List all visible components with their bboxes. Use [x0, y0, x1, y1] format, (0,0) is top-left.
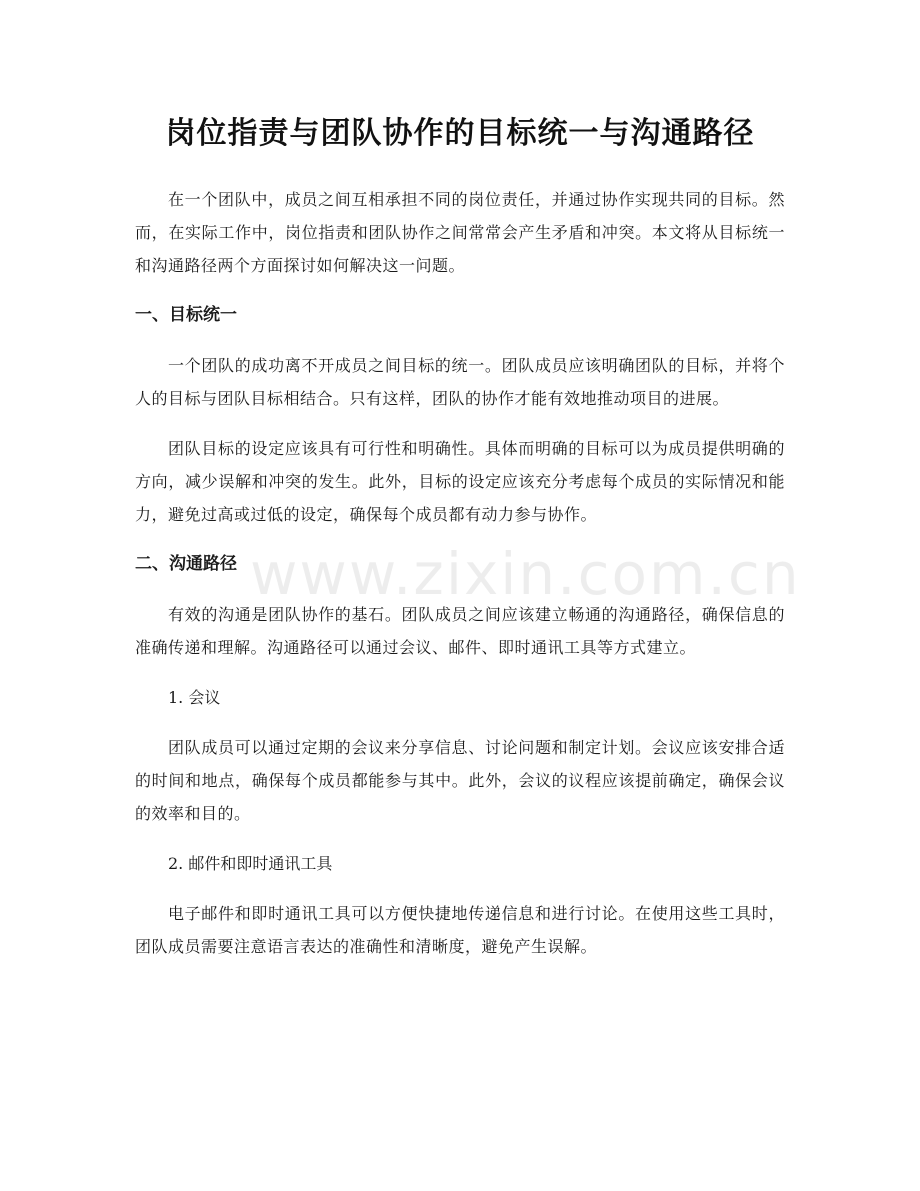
paragraph: 团队成员可以通过定期的会议来分享信息、讨论问题和制定计划。会议应该安排合适的时间和地点，确保每个成员都能参与其中。此外，会议的议程应该提前确定，确保会议的效率和目的。	[135, 738, 785, 823]
subsection-label-meeting: 1. 会议	[168, 688, 221, 707]
section-heading-communication: 二、沟通路径	[135, 554, 237, 574]
document-title: 岗位指责与团队协作的目标统一与沟通路径	[165, 116, 755, 151]
paragraph: 有效的沟通是团队协作的基石。团队成员之间应该建立畅通的沟通路径，确保信息的准确传递和理解。沟通路径可以通过会议、邮件、即时通讯工具等方式建立。	[135, 605, 785, 657]
paragraph: 团队目标的设定应该具有可行性和明确性。具体而明确的目标可以为成员提供明确的方向，减少误解和冲突的发生。此外，目标的设定应该充分考虑每个成员的实际情况和能力，避免过高或过低的设定，确保每个成员都有动力参与协作。	[135, 439, 785, 524]
subsection-label-email-im: 2. 邮件和即时通讯工具	[168, 854, 333, 873]
watermark: www.zixin.com.cn	[250, 540, 801, 608]
paragraph: 一个团队的成功离不开成员之间目标的统一。团队成员应该明确团队的目标，并将个人的目标与团队目标相结合。只有这样，团队的协作才能有效地推动项目的进展。	[135, 356, 785, 408]
section-heading-goal-unity: 一、目标统一	[135, 305, 237, 325]
paragraph: 电子邮件和即时通讯工具可以方便快捷地传递信息和进行讨论。在使用这些工具时，团队成员需要注意语言表达的准确性和清晰度，避免产生误解。	[135, 904, 785, 956]
document-body	[135, 183, 785, 980]
intro-paragraph: 在一个团队中，成员之间互相承担不同的岗位责任，并通过协作实现共同的目标。然而，在实际工作中，岗位指责和团队协作之间常常会产生矛盾和冲突。本文将从目标统一和沟通路径两个方面探讨如何解决这一问题。	[135, 190, 785, 275]
